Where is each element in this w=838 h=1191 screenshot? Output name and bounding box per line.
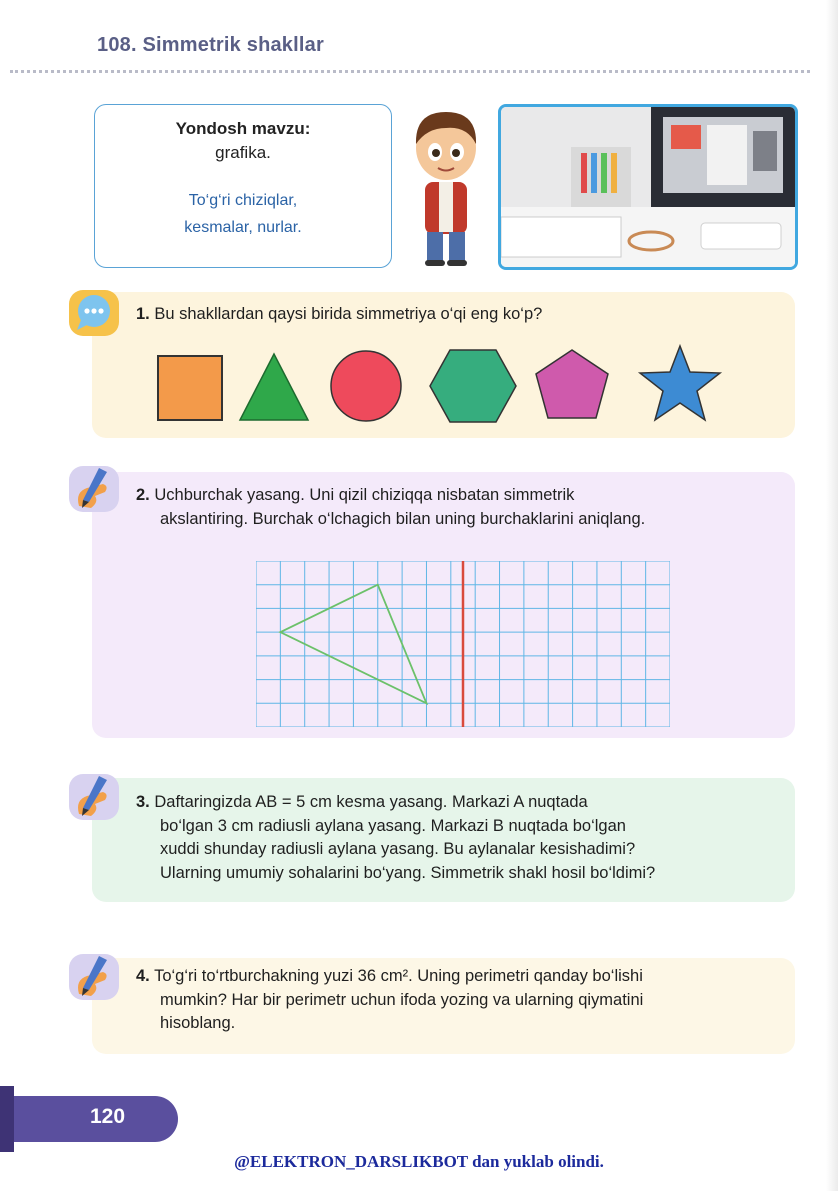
task-line: Uchburchak yasang. Uni qizil chiziqqa nisbatan simmetrik [154,486,575,504]
circle-shape [331,351,401,421]
task-line: Bu shakllardan qaysi birida simmetriya o‘qi eng ko‘p? [154,305,543,323]
dotted-divider [10,70,810,73]
topic-note-line: To‘g‘ri chiziqlar, [188,192,298,209]
shapes-row [150,340,730,430]
page-title: 108. Simmetrik shakllar [97,34,324,56]
task-line: hisoblang. [160,1014,236,1032]
pencil-hand-icon [65,462,123,516]
task-1-text [136,303,542,327]
square-shape [158,356,222,420]
desk-photo [498,104,798,270]
topic-note-line: kesmalar, nurlar. [184,219,302,236]
page-number: 120 [90,1105,126,1128]
topic-subject: grafika. [215,143,271,162]
grid-paper [256,561,670,727]
page-tab-edge [0,1086,14,1152]
task-line: To‘g‘ri to‘rtburchakning yuzi 36 cm². Uning perimetri qanday bo‘lishi [154,967,643,985]
task-number: 3. [136,793,150,811]
task-2-text [136,484,645,531]
task-line: Ularning umumiy sohalarini bo‘yang. Simmetrik shakl hosil bo‘ldimi? [160,863,656,882]
task-line: akslantiring. Burchak o‘lchagich bilan uning burchaklarini aniqlang. [160,509,646,528]
topic-heading: Yondosh mavzu: [175,119,311,138]
task-4-text [136,965,643,1036]
task-line: Daftaringizda AB = 5 cm kesma yasang. Markazi A nuqtada [154,793,588,811]
download-credit: @ELEKTRON_DARSLIKBOT dan yuklab olindi. [234,1152,604,1171]
task-3-text [136,791,655,885]
hexagon-shape [430,350,516,422]
chat-bubble-icon [65,286,123,340]
triangle-shape [240,354,308,420]
task-number: 2. [136,486,150,504]
topic-box [94,104,392,268]
page-number-tab [0,1096,178,1142]
topic-note [95,187,391,241]
star-shape [640,346,720,420]
task-number: 4. [136,967,150,985]
pencil-hand-icon [65,770,123,824]
boy-illustration [405,104,487,268]
task-number: 1. [136,305,150,323]
pencil-hand-icon [65,950,123,1004]
page-edge [826,0,838,1191]
task-line: bo‘lgan 3 cm radiusli aylana yasang. Markazi B nuqtada bo‘lgan [160,816,626,835]
pentagon-shape [536,350,608,418]
task-line: mumkin? Har bir perimetr uchun ifoda yozing va ularning qiymatini [160,990,644,1009]
task-line: xuddi shunday radiusli aylana yasang. Bu aylanalar kesishadimi? [160,840,636,858]
